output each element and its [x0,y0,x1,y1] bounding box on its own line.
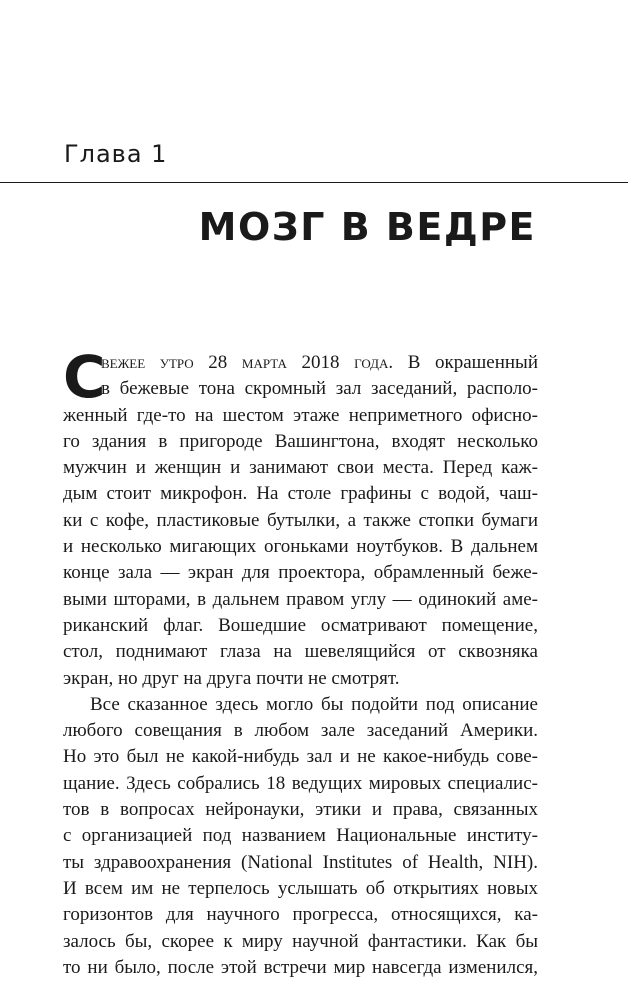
text-line: женный где-то на шестом этаже неприметного офисно- [63,404,538,426]
text-line: Все сказанное здесь могло бы подойти под описание [90,693,538,715]
body-text [63,343,538,981]
text-line: щание. Здесь собрались 18 ведущих мировых специалис- [63,772,538,794]
opening-phrase: вежее утро 28 марта 2018 года. [101,352,394,373]
text-line: риканский флаг. Вошедшие осматривают помещение, [63,614,538,636]
text-line: го здания в пригороде Вашингтона, входят несколько [63,430,538,452]
text-line: вежее утро 28 марта 2018 года. В окрашенный [101,352,538,373]
chapter-title: МОЗГ В ВЕДРЕ [198,205,536,249]
chapter-divider [0,182,628,183]
paragraph-2 [63,692,538,981]
text-line: дым стоит микрофон. На столе графины с водой, чаш- [63,483,538,505]
paragraph-1 [63,343,538,692]
text-line: горизонтов для научного прогресса, относящихся, ка- [63,904,538,926]
text-line: И всем им не терпелось услышать об открытиях новых [63,877,538,899]
text-line: то ни было, после этой встречи мир навсегда изменился, [63,956,538,978]
text-line: в бежевые тона скромный зал заседаний, располо- [101,378,538,400]
chapter-label: Глава 1 [64,140,168,168]
text-line: экран, но друг на друга почти не смотрят. [63,667,400,689]
text-line: и несколько мигающих огоньками ноутбуков. В дальнем [63,536,538,558]
text-line: Но это был не какой-нибудь зал и не какое-нибудь сове- [63,746,538,768]
text-line: конце зала — экран для проектора, обрамленный беже- [63,562,538,584]
text-line: любого совещания в любом зале заседаний Америки. [63,720,538,742]
text-line: ты здравоохранения (National Institutes of Health, NIH). [63,851,538,873]
text-line: стол, поднимают глаза на шевелящийся от сквозняка [63,641,538,663]
text-line: залось бы, скорее к миру научной фантастики. Как бы [63,930,538,952]
drop-cap: С [63,343,106,411]
text-line: ки с кофе, пластиковые бутылки, а также стопки бумаги [63,509,538,531]
text-line: с организацией под названием Национальные институ- [63,825,538,847]
text-line: тов в вопросах нейронауки, этики и права, связанных [63,799,538,821]
text-line: выми шторами, в дальнем правом углу — одинокий аме- [63,588,538,610]
text-line: мужчин и женщин и занимают свои места. Перед каж- [63,457,538,479]
